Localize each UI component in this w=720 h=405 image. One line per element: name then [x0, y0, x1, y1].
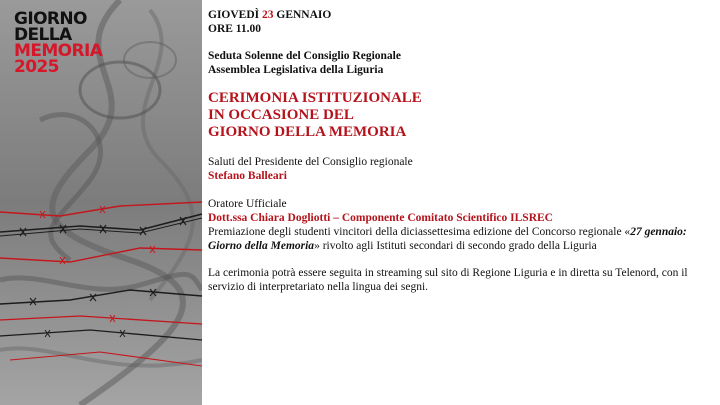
poster-title [14, 11, 102, 75]
event-day-prefix: GIOVEDÌ [208, 9, 260, 21]
award-title-part2: Giorno della Memoria [208, 240, 315, 252]
poster-title-line3: MEMORIA [14, 41, 103, 61]
event-month: GENNAIO [276, 9, 332, 21]
session-info [208, 49, 714, 77]
speaker-section [208, 197, 714, 225]
award-suffix: » rivolto agli Istituti secondari di secondo grado della Liguria [314, 240, 597, 252]
headline-line1: CERIMONIA ISTITUZIONALE [208, 90, 422, 106]
poster-artwork [0, 0, 202, 405]
award-title-part1: 27 gennaio: [630, 226, 687, 238]
poster-title-line2: DELLA [14, 25, 72, 45]
event-time: ORE 11.00 [208, 23, 262, 35]
greetings-label: Saluti del Presidente del Consiglio regionale [208, 156, 413, 168]
president-name: Stefano Balleari [208, 170, 287, 182]
event-details [208, 8, 714, 294]
streaming-paragraph [208, 266, 714, 294]
award-paragraph [208, 225, 714, 253]
headline-line2: IN OCCASIONE DEL [208, 107, 354, 123]
session-line2: Assemblea Legislativa della Liguria [208, 64, 384, 76]
award-prefix: Premiazione degli studenti vincitori della diciassettesima edizione del Concorso regionale « [208, 226, 631, 238]
event-day-number: 23 [262, 9, 274, 21]
speaker-name: Dott.ssa Chiara Dogliotti – Componente Comitato Scientifico ILSREC [208, 212, 553, 224]
streaming-line1: La cerimonia potrà essere seguita in streaming sul sito di Regione Liguria e in diretta su Telenord, con il [208, 267, 688, 279]
ceremony-headline [208, 90, 714, 141]
headline-line3: GIORNO DELLA MEMORIA [208, 124, 407, 140]
greetings-section [208, 155, 714, 183]
speaker-label: Oratore Ufficiale [208, 198, 287, 210]
session-line1: Seduta Solenne del Consiglio Regionale [208, 50, 401, 62]
poster-title-line4: 2025 [14, 57, 59, 77]
streaming-line2: servizio di interpretariato nella lingua dei segni. [208, 281, 429, 293]
event-date [208, 8, 714, 22]
poster-title-line1: GIORNO [14, 9, 87, 29]
